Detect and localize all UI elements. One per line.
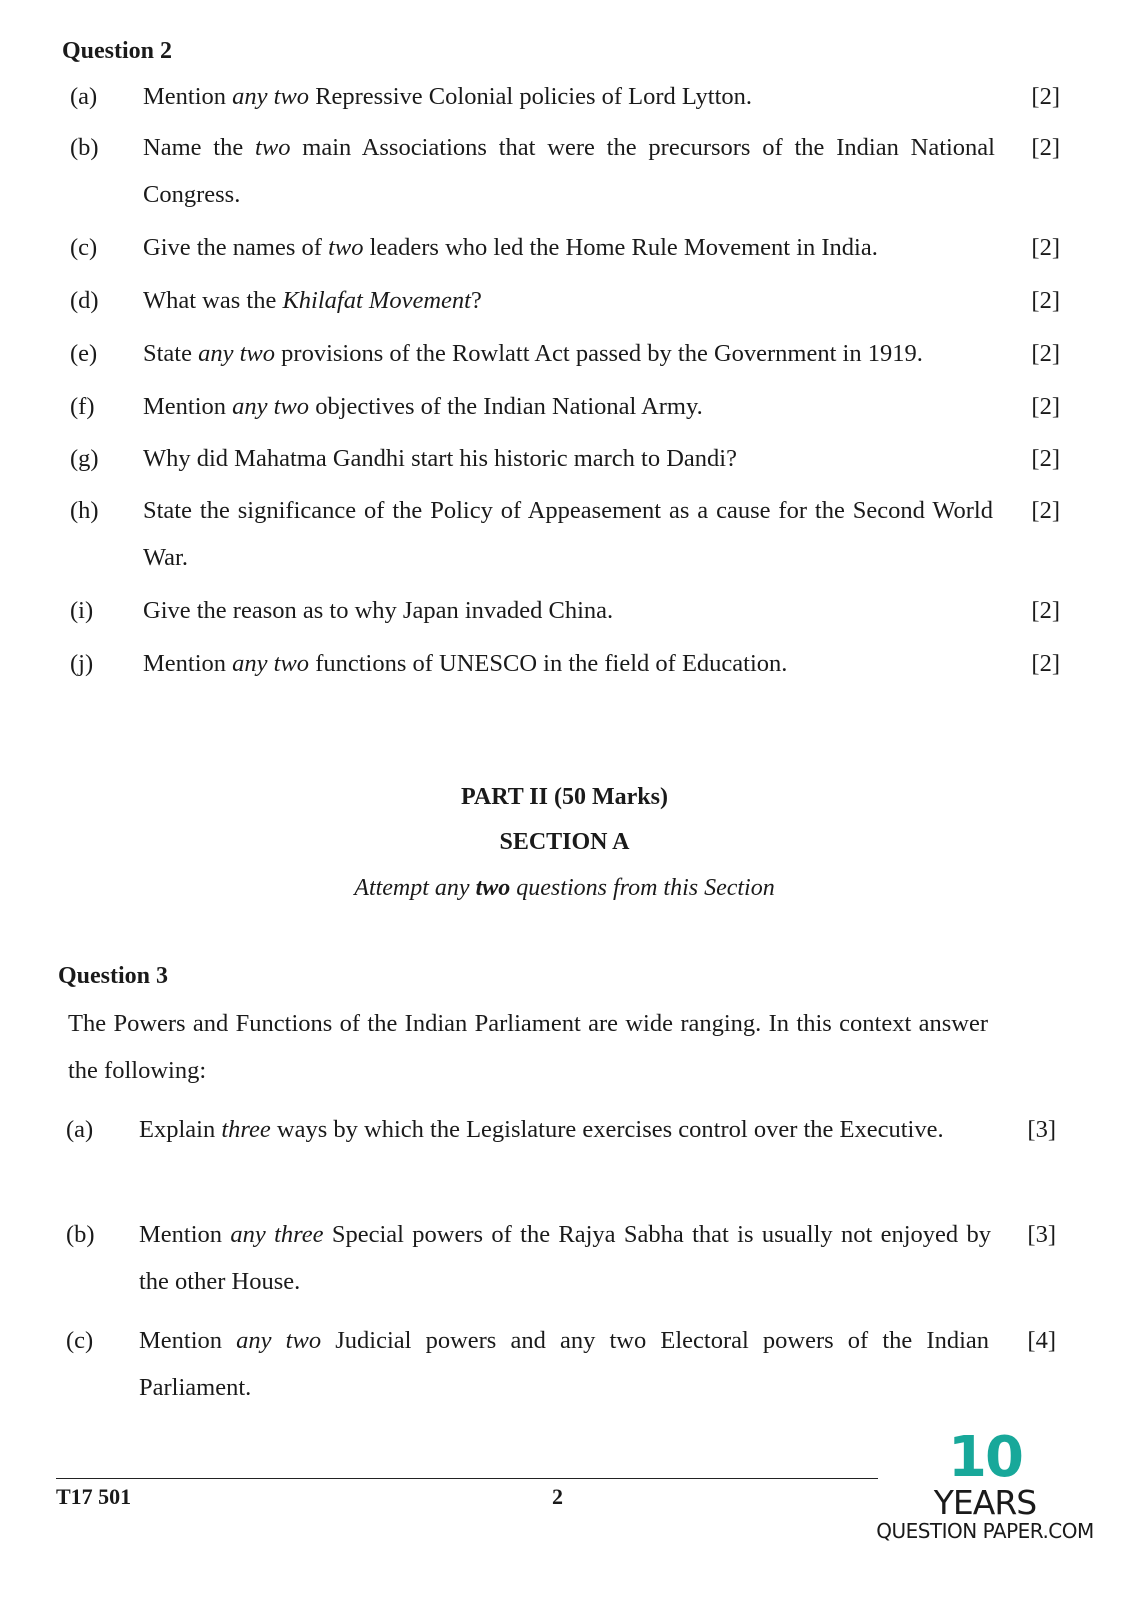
item-label: (b) [66,1221,95,1248]
question-3-heading: Question 3 [58,963,169,989]
item-text: Mention any two functions of UNESCO in the field of Education. [143,650,788,677]
item-text: Mention any two objectives of the Indian National Army. [143,393,703,420]
q2-item-e [70,330,1064,377]
item-label: (c) [70,234,98,261]
item-text: Mention any two Repressive Colonial policies of Lord Lytton. [143,83,753,110]
watermark-logo [870,1425,1100,1570]
section-title: SECTION A [499,829,630,855]
q2-item-j [70,640,1064,687]
q2-item-a [70,73,1064,120]
item-label: (d) [70,287,99,314]
item-label: (e) [70,340,98,367]
item-text: Give the reason as to why Japan invaded China. [143,597,614,624]
item-label: (h) [70,497,99,524]
item-label: (a) [66,1116,94,1143]
item-label: (f) [70,393,95,420]
item-mark: [4] [1027,1327,1056,1354]
watermark-years: YEARS [933,1483,1037,1522]
section-instruction: Attempt any two questions from this Section [354,875,775,901]
watermark-site: QUESTION PAPER.COM [876,1519,1094,1543]
item-text: Explain three ways by which the Legislature exercises control over the Executive. [139,1116,944,1143]
item-mark: [2] [1031,597,1060,624]
footer-rule [56,1478,878,1479]
q2-item-i [70,587,1064,634]
q2-item-f [70,383,1064,430]
item-label: (g) [70,445,99,472]
item-mark: [2] [1031,650,1060,677]
item-text: Give the names of two leaders who led the Home Rule Movement in India. [143,234,878,261]
item-label: (b) [70,134,99,161]
item-mark: [2] [1031,393,1060,420]
item-mark: [3] [1027,1221,1056,1248]
q2-item-g [70,435,1064,482]
item-mark: [2] [1031,287,1060,314]
q3-item-a [66,1106,1060,1200]
item-text: Name the two main Associations that were the precursors of the Indian National Congress. [143,134,995,208]
item-mark: [2] [1031,134,1060,161]
item-text: State the significance of the Policy of Appeasement as a cause for the Second World War. [143,497,993,571]
item-mark: [2] [1031,445,1060,472]
footer-page-number: 2 [552,1484,563,1509]
item-text: Mention any three Special powers of the Rajya Sabha that is usually not enjoyed by the other House. [139,1221,991,1295]
q2-item-h [70,487,1064,581]
footer-paper-code: T17 501 [56,1484,132,1509]
item-mark: [2] [1031,83,1060,110]
question-2-heading: Question 2 [62,38,173,64]
item-mark: [2] [1031,234,1060,261]
item-label: (a) [70,83,98,110]
q2-item-b [70,124,1064,218]
watermark-number: 10 [948,1425,1022,1490]
part-title: PART II (50 Marks) [461,784,668,810]
item-text: State any two provisions of the Rowlatt Act passed by the Government in 1919. [143,340,923,367]
item-label: (c) [66,1327,94,1354]
item-text: Why did Mahatma Gandhi start his historic march to Dandi? [143,445,737,472]
item-text: Mention any two Judicial powers and any two Electoral powers of the Indian Parliament. [139,1327,990,1401]
item-mark: [3] [1027,1116,1056,1143]
item-label: (i) [70,597,94,624]
q3-item-c [66,1317,1060,1411]
item-label: (j) [70,650,94,677]
item-text: What was the Khilafat Movement? [143,287,482,314]
q2-item-d [70,277,1064,324]
item-mark: [2] [1031,340,1060,367]
q2-item-c [70,224,1064,271]
q3-item-b [66,1211,1060,1305]
question-3-intro: The Powers and Functions of the Indian Parliament are wide ranging. In this context answer the following: [68,1010,988,1084]
item-mark: [2] [1031,497,1060,524]
